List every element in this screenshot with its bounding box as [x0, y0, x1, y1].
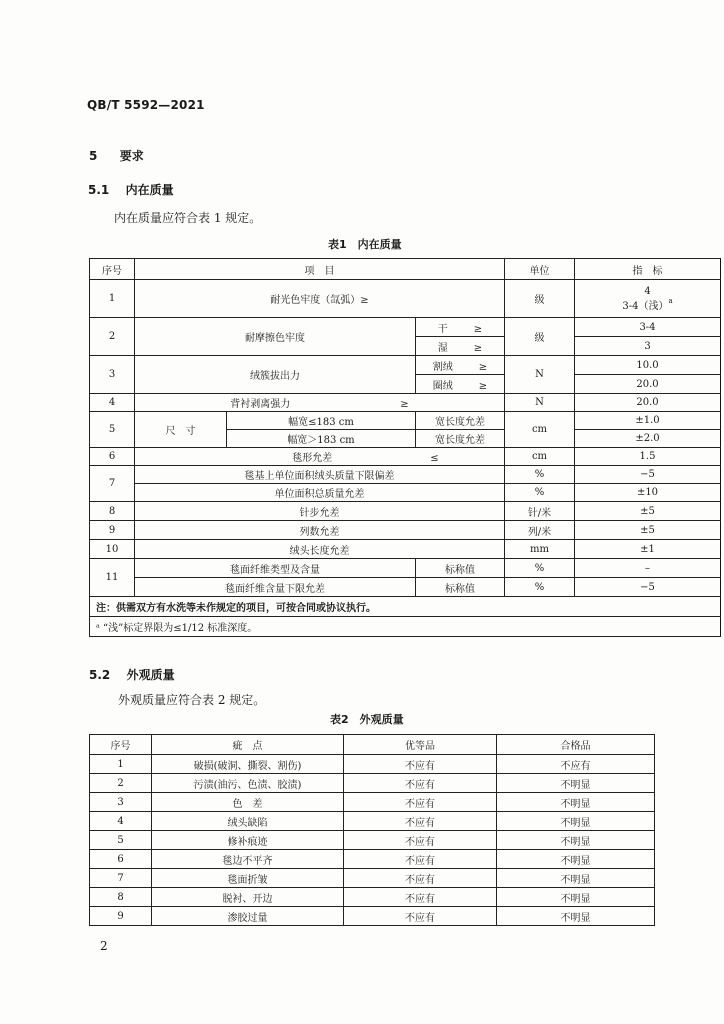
cell-defect: 毯面折皱: [152, 869, 344, 888]
section-5-title: 要求: [119, 149, 144, 163]
cell-seq: 3: [90, 356, 135, 394]
cell-seq: 1: [90, 755, 152, 774]
cell-sub: 干 ≥: [416, 318, 505, 337]
cell-first-grade: 不应有: [344, 755, 497, 774]
header-qualified-grade: 合格品: [497, 735, 655, 755]
cell-first-grade: 不应有: [344, 850, 497, 869]
cell-seq: 2: [90, 318, 135, 356]
section-5-number: 5: [89, 149, 98, 163]
cell-item: 耐摩擦色牢度: [135, 318, 416, 356]
table-1-header-row: [90, 259, 721, 280]
table-row: [90, 466, 721, 484]
cell-unit: N: [505, 356, 575, 394]
cell-first-grade: 不应有: [344, 831, 497, 850]
cell-tolerance: 宽长度允差: [416, 412, 505, 430]
cell-first-grade: 不应有: [344, 888, 497, 907]
cell-value: ±1: [575, 540, 721, 559]
value-line-2: 3-4（浅）$^a$: [622, 296, 673, 312]
table-row: [90, 280, 721, 318]
section-5-2-number: 5.2: [89, 668, 111, 682]
cell-first-grade: 不应有: [344, 812, 497, 831]
section-5-2-title: 外观质量: [126, 668, 175, 682]
header-index: 指 标: [575, 259, 721, 280]
cell-seq: 2: [90, 774, 152, 793]
footnote-mark: a: [668, 296, 673, 305]
table-2-appearance-quality: [89, 734, 655, 926]
cell-item: 单位面积总质量允差: [135, 484, 505, 502]
cell-defect: 绒头缺陷: [152, 812, 344, 831]
cell-item: 尺 寸: [135, 412, 227, 448]
cell-defect: 毯边不平齐: [152, 850, 344, 869]
table-1-intrinsic-quality: [89, 258, 721, 637]
cell-unit: %: [505, 484, 575, 502]
section-5-2-heading: [89, 666, 175, 683]
cell-unit: 级: [505, 318, 575, 356]
cell-defect: 脱衬、开边: [152, 888, 344, 907]
section-5-1-intro: 内在质量应符合表 1 规定。: [114, 211, 262, 225]
header-defect: 疵 点: [152, 735, 344, 755]
table-row: [90, 559, 721, 578]
cell-unit: %: [505, 559, 575, 578]
table-row: [90, 812, 655, 831]
table-1-caption: 表1 内在质量: [328, 238, 402, 251]
cell-seq: 5: [90, 412, 135, 448]
cell-value: 10.0: [575, 356, 721, 375]
cell-qualified-grade: 不明显: [497, 793, 655, 812]
cell-unit: cm: [505, 448, 575, 466]
cell-unit: %: [505, 466, 575, 484]
cell-item: 背衬剥离强力 ≥: [135, 394, 505, 412]
cell-value: 3-4: [575, 318, 721, 337]
section-5-heading: [89, 147, 144, 164]
cell-value: 20.0: [575, 394, 721, 412]
cell-item: 毯面纤维类型及含量: [135, 559, 416, 578]
table-2-caption: 表2 外观质量: [330, 713, 404, 726]
cell-seq: 4: [90, 394, 135, 412]
table-row: [90, 540, 721, 559]
cell-defect: 色 差: [152, 793, 344, 812]
cell-qualified-grade: 不明显: [497, 850, 655, 869]
page-number: 2: [100, 939, 108, 953]
section-5-1-heading: [88, 181, 174, 198]
cell-unit: 列/米: [505, 521, 575, 540]
cell-value: 1.5: [575, 448, 721, 466]
cell-sub: 圈绒 ≥: [416, 375, 505, 394]
section-5-1-number: 5.1: [88, 183, 110, 197]
table-row: [90, 521, 721, 540]
cell-qualified-grade: 不明显: [497, 907, 655, 926]
cell-value: 20.0: [575, 375, 721, 394]
cell-first-grade: 不应有: [344, 774, 497, 793]
cell-unit: N: [505, 394, 575, 412]
cell-qualified-grade: 不明显: [497, 869, 655, 888]
cell-value: −5: [575, 466, 721, 484]
cell-value: [575, 280, 721, 318]
cell-seq: 6: [90, 850, 152, 869]
cell-item: 毯面纤维含量下限允差: [135, 578, 416, 597]
cell-defect: 渗胶过量: [152, 907, 344, 926]
cell-item: 绒头长度允差: [135, 540, 505, 559]
table-row: [90, 394, 721, 412]
cell-item: 列数允差: [135, 521, 505, 540]
cell-width: 幅宽≤183 cm: [227, 412, 416, 430]
standard-number: QB/T 5592—2021: [87, 98, 205, 112]
header-seq: 序号: [90, 735, 152, 755]
table-1-note-row: [90, 597, 721, 617]
table-1-note: 注：供需双方有水洗等未作规定的项目，可按合同或协议执行。: [90, 597, 721, 617]
cell-value: ±5: [575, 521, 721, 540]
cell-tolerance: 宽长度允差: [416, 430, 505, 448]
value-line-1: 4: [644, 285, 651, 297]
cell-first-grade: 不应有: [344, 869, 497, 888]
cell-seq: 7: [90, 466, 135, 502]
table-row: [90, 869, 655, 888]
cell-item: 耐光色牢度（氙弧）≥: [135, 280, 505, 318]
cell-unit: cm: [505, 412, 575, 448]
cell-value: ±1.0: [575, 412, 721, 430]
header-unit: 单位: [505, 259, 575, 280]
table-row: [90, 850, 655, 869]
table-2-header-row: [90, 735, 655, 755]
table-row: [90, 412, 721, 430]
table-row: [90, 831, 655, 850]
table-row: [90, 502, 721, 521]
cell-seq: 11: [90, 559, 135, 597]
cell-item: 绒簇拔出力: [135, 356, 416, 394]
cell-sub: 湿 ≥: [416, 337, 505, 356]
section-5-2-intro: 外观质量应符合表 2 规定。: [118, 693, 266, 707]
cell-defect: 破损(破洞、撕裂、割伤): [152, 755, 344, 774]
cell-seq: 4: [90, 812, 152, 831]
table-1-footnote: ᵃ “浅”标定界限为≤1/12 标准深度。: [90, 617, 721, 637]
cell-qualified-grade: 不应有: [497, 755, 655, 774]
cell-item: 毯基上单位面积绒头质量下限偏差: [135, 466, 505, 484]
cell-seq: 7: [90, 869, 152, 888]
cell-sub: 割绒 ≥: [416, 356, 505, 375]
cell-qualified-grade: 不明显: [497, 888, 655, 907]
cell-unit: %: [505, 578, 575, 597]
table-row: [90, 448, 721, 466]
cell-defect: 修补痕迹: [152, 831, 344, 850]
table-row: [90, 888, 655, 907]
cell-seq: 1: [90, 280, 135, 318]
table-row: [90, 356, 721, 375]
cell-label: 标称值: [416, 559, 505, 578]
cell-item: 毯形允差 ≤: [135, 448, 505, 466]
cell-qualified-grade: 不明显: [497, 774, 655, 793]
table-row: [90, 318, 721, 337]
cell-value: ±5: [575, 502, 721, 521]
table-row: [90, 484, 721, 502]
cell-seq: 3: [90, 793, 152, 812]
cell-seq: 10: [90, 540, 135, 559]
cell-defect: 污渍(油污、色渍、胶渍): [152, 774, 344, 793]
cell-value: –: [575, 559, 721, 578]
table-row: [90, 907, 655, 926]
cell-unit: 针/米: [505, 502, 575, 521]
cell-seq: 6: [90, 448, 135, 466]
cell-seq: 8: [90, 502, 135, 521]
table-row: [90, 774, 655, 793]
table-row: [90, 793, 655, 812]
cell-unit: 级: [505, 280, 575, 318]
cell-seq: 9: [90, 907, 152, 926]
cell-value: −5: [575, 578, 721, 597]
cell-qualified-grade: 不明显: [497, 812, 655, 831]
cell-value: 3: [575, 337, 721, 356]
header-first-grade: 优等品: [344, 735, 497, 755]
cell-label: 标称值: [416, 578, 505, 597]
cell-unit: mm: [505, 540, 575, 559]
cell-seq: 9: [90, 521, 135, 540]
table-row: [90, 578, 721, 597]
table-1-footnote-row: [90, 617, 721, 637]
cell-qualified-grade: 不明显: [497, 831, 655, 850]
section-5-1-title: 内在质量: [125, 183, 174, 197]
cell-first-grade: 不应有: [344, 907, 497, 926]
cell-item: 针步允差: [135, 502, 505, 521]
header-item: 项 目: [135, 259, 505, 280]
cell-value: ±2.0: [575, 430, 721, 448]
cell-value: ±10: [575, 484, 721, 502]
header-seq: 序号: [90, 259, 135, 280]
cell-width: 幅宽＞183 cm: [227, 430, 416, 448]
cell-seq: 5: [90, 831, 152, 850]
table-row: [90, 755, 655, 774]
cell-first-grade: 不应有: [344, 793, 497, 812]
cell-seq: 8: [90, 888, 152, 907]
